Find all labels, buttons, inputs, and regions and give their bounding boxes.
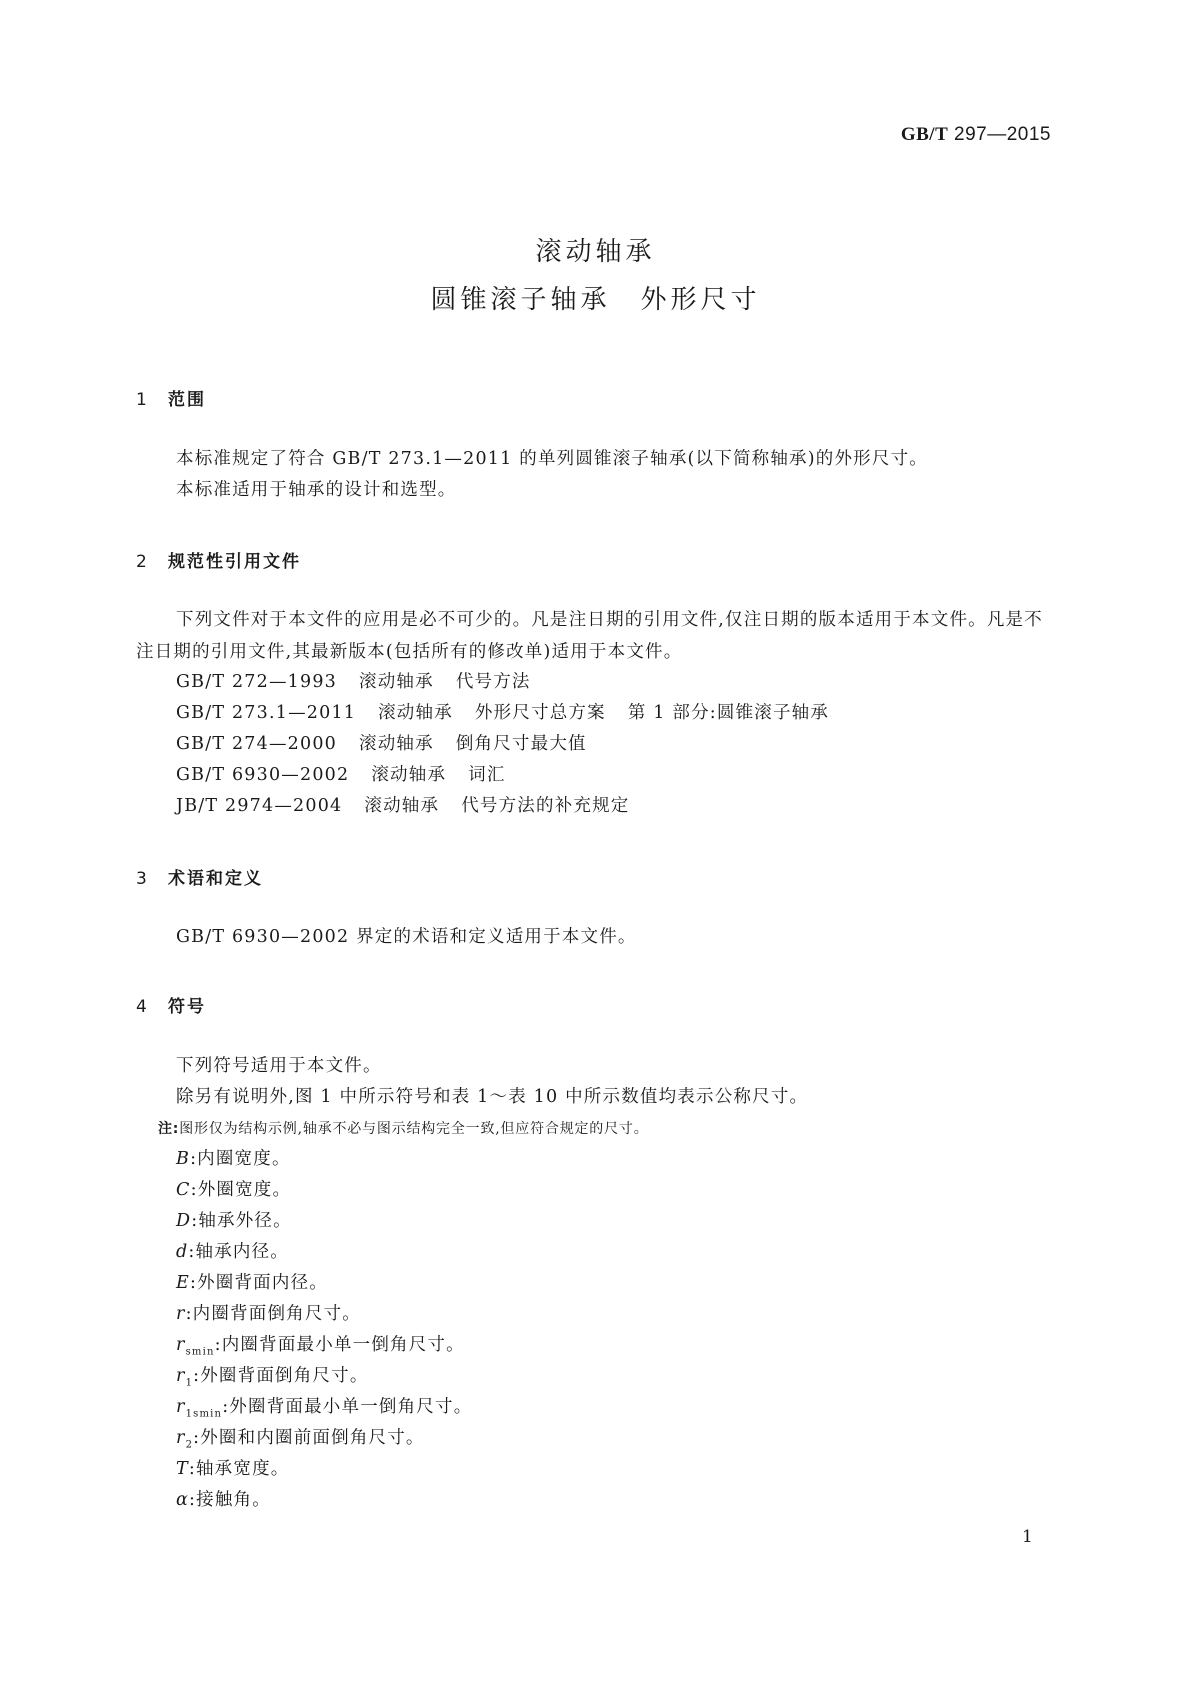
reference-title-part: 滚动轴承 xyxy=(371,765,447,785)
section-4-heading xyxy=(136,992,206,1017)
reference-item xyxy=(176,792,652,817)
symbol-description: :内圈背面最小单一倒角尺寸。 xyxy=(214,1335,465,1355)
reference-code: GB/T 272—1993 xyxy=(176,672,338,692)
symbol: d xyxy=(176,1242,189,1262)
reference-code: GB/T 6930—2002 xyxy=(176,765,350,785)
section-4-paragraph-1: 下列符号适用于本文件。 xyxy=(176,1056,382,1076)
title-line-2: 圆锥滚子轴承 外形尺寸 xyxy=(430,285,761,315)
section-4-paragraph-2: 除另有说明外,图 1 中所示符号和表 1～表 10 中所示数值均表示公称尺寸。 xyxy=(176,1087,809,1107)
section-number: 3 xyxy=(136,869,149,889)
symbol-item xyxy=(176,1207,292,1232)
symbol-description: :外圈背面倒角尺寸。 xyxy=(193,1366,369,1386)
reference-title-part: 代号方法的补充规定 xyxy=(461,796,630,816)
symbol-item xyxy=(176,1331,465,1358)
reference-title-part: 滚动轴承 xyxy=(359,734,434,754)
document-title xyxy=(0,228,1191,324)
reference-title-part: 滚动轴承 xyxy=(364,796,440,816)
section-1-heading xyxy=(136,385,206,410)
section-number: 1 xyxy=(136,390,149,410)
symbol: C xyxy=(176,1180,191,1200)
symbol-item xyxy=(176,1362,369,1389)
symbol: $r_{smin}$ xyxy=(176,1335,215,1358)
figure-note xyxy=(158,1118,649,1138)
reference-code: GB/T 273.1—2011 xyxy=(176,703,357,723)
symbol-item xyxy=(176,1455,289,1480)
symbol-item xyxy=(176,1424,425,1451)
symbol-item xyxy=(176,1176,291,1201)
symbol: E xyxy=(176,1273,190,1293)
reference-item xyxy=(176,730,609,755)
symbol-description: :轴承内径。 xyxy=(188,1242,290,1262)
symbol: r xyxy=(176,1304,186,1324)
symbol-description: :外圈背面内径。 xyxy=(189,1273,328,1293)
symbol-item xyxy=(176,1145,291,1170)
symbol-description: :内圈宽度。 xyxy=(190,1149,291,1169)
section-2-heading xyxy=(136,547,301,572)
section-number: 4 xyxy=(136,997,149,1017)
standard-number: 297—2015 xyxy=(954,124,1051,145)
reference-title-part: 第 1 部分:圆锥滚子轴承 xyxy=(627,703,830,723)
title-line-1: 滚动轴承 xyxy=(535,237,656,267)
section-1-paragraph-2: 本标准适用于轴承的设计和选型。 xyxy=(176,480,457,500)
symbol-description: :内圈背面倒角尺寸。 xyxy=(185,1304,361,1324)
symbol-description: :接触角。 xyxy=(189,1490,271,1510)
symbol-item xyxy=(176,1393,472,1420)
page-number: 1 xyxy=(1022,1527,1033,1547)
section-title: 术语和定义 xyxy=(168,869,263,889)
symbol: D xyxy=(176,1211,192,1231)
note-text: 图形仅为结构示例,轴承不必与图示结构完全一致,但应符合规定的尺寸。 xyxy=(179,1121,649,1137)
section-1-paragraph-1: 本标准规定了符合 GB/T 273.1—2011 的单列圆锥滚子轴承(以下简称轴承)的外形尺寸。 xyxy=(176,449,928,469)
section-number: 2 xyxy=(136,552,149,572)
section-title: 规范性引用文件 xyxy=(168,552,301,572)
reference-item xyxy=(176,668,553,693)
reference-item xyxy=(176,699,851,724)
note-label: 注: xyxy=(158,1121,180,1137)
symbol: $r_1$ xyxy=(176,1366,194,1389)
reference-title-part: 滚动轴承 xyxy=(378,703,453,723)
standard-number-header xyxy=(901,124,1051,146)
reference-code: GB/T 274—2000 xyxy=(176,734,338,754)
reference-title-part: 滚动轴承 xyxy=(359,672,434,692)
symbol: B xyxy=(176,1149,191,1169)
section-title: 符号 xyxy=(168,997,206,1017)
standard-prefix: GB/T xyxy=(900,124,949,145)
symbol-subscript: smin xyxy=(185,1346,215,1358)
reference-code: JB/T 2974—2004 xyxy=(176,796,343,816)
symbol-subscript: 1 xyxy=(185,1377,194,1389)
symbol: $r_{1smin}$ xyxy=(176,1397,223,1420)
symbol: α xyxy=(176,1490,190,1510)
symbol-description: :外圈背面最小单一倒角尺寸。 xyxy=(222,1397,473,1417)
section-2-paragraph-1: 下列文件对于本文件的应用是必不可少的。凡是注日期的引用文件,仅注日期的版本适用于本文件。凡是不注日期的引用文件,其最新版本(包括所有的修改单)适用于本文件。 xyxy=(136,610,1043,662)
symbol-item xyxy=(176,1300,361,1325)
section-3-heading xyxy=(136,864,263,889)
symbol-item xyxy=(176,1238,289,1263)
reference-item xyxy=(176,761,528,786)
symbol: T xyxy=(176,1459,189,1479)
reference-title-part: 词汇 xyxy=(468,765,506,785)
section-title: 范围 xyxy=(168,390,206,410)
reference-title-part: 外形尺寸总方案 xyxy=(474,703,606,723)
symbol: $r_2$ xyxy=(176,1428,194,1451)
reference-title-part: 倒角尺寸最大值 xyxy=(455,734,587,754)
symbol-item xyxy=(176,1486,271,1511)
symbol-item xyxy=(176,1269,328,1294)
symbol-description: :外圈和内圈前面倒角尺寸。 xyxy=(193,1428,425,1448)
symbol-subscript: 1smin xyxy=(185,1408,223,1420)
reference-title-part: 代号方法 xyxy=(455,672,531,692)
symbol-subscript: 2 xyxy=(185,1439,194,1451)
section-3-paragraph-1: GB/T 6930—2002 界定的术语和定义适用于本文件。 xyxy=(176,927,637,947)
symbol-description: :轴承外径。 xyxy=(191,1211,292,1231)
symbol-description: :轴承宽度。 xyxy=(188,1459,290,1479)
symbol-description: :外圈宽度。 xyxy=(190,1180,292,1200)
